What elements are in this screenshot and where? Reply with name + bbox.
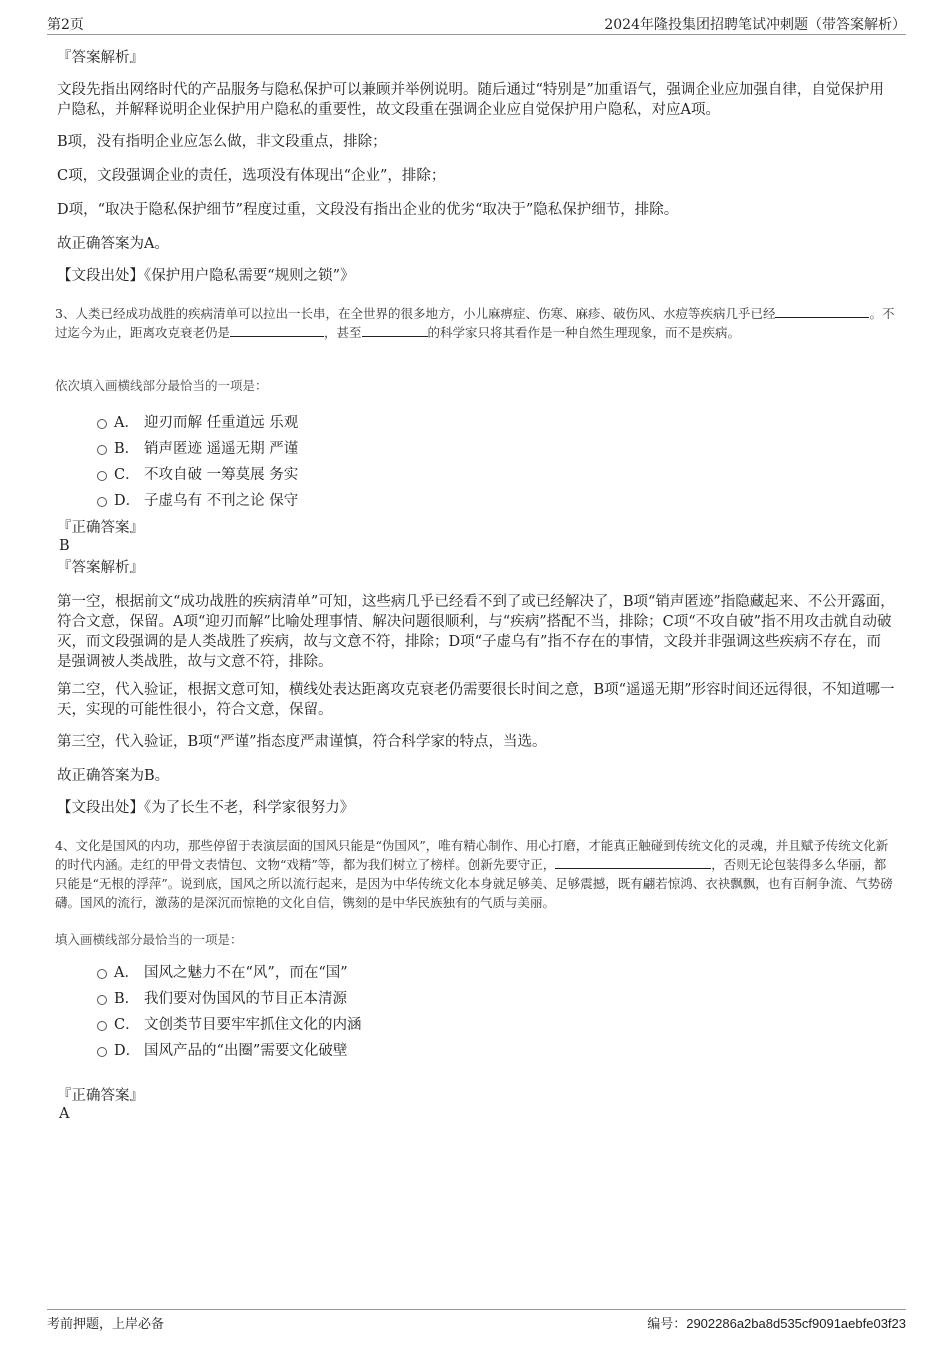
q2-conclusion: 故正确答案为A。 bbox=[57, 236, 169, 252]
q3-analysis-paragraph-1: 第一空，根据前文“成功战胜的疾病清单”可知，这些病几乎已经看不到了或已经解决了，B项“销声匿迹”指隐藏起来、不公开露面，符合文意，保留。A项“迎刃而解”比喻处理事情、解决问题很顺利，与“疾病”搭配不当，排除；C项“不攻自破”指不用攻击就自动破灭，而文段强调的是人类战胜了疾病，故与文意不符，排除；D项“子虚乌有”指不存在的事情，文段并非强调这些疾病不存在，而是强调被人类战胜，故与文意不符，排除。 bbox=[57, 594, 895, 670]
option-text: 国风之魅力不在“风”，而在“国” bbox=[144, 965, 348, 981]
q3-blank-2 bbox=[230, 323, 324, 337]
q3-option-d[interactable] bbox=[97, 491, 298, 511]
option-text: 我们要对伪国风的节目正本清源 bbox=[144, 991, 347, 1007]
radio-icon[interactable] bbox=[97, 471, 107, 481]
q2-analysis-paragraph-2: B项，没有指明企业应怎么做，非文段重点，排除； bbox=[57, 134, 387, 150]
radio-icon[interactable] bbox=[97, 445, 107, 455]
option-text: 迎刃而解 任重道远 乐观 bbox=[144, 415, 299, 431]
header-divider bbox=[47, 34, 906, 35]
q3-correct-answer: B bbox=[59, 538, 70, 554]
q4-stem bbox=[55, 836, 897, 912]
q4-option-c[interactable] bbox=[97, 1015, 362, 1035]
footer-slogan: 考前押题，上岸必备 bbox=[47, 1317, 165, 1332]
radio-icon[interactable] bbox=[97, 1021, 107, 1031]
q3-option-b[interactable] bbox=[97, 439, 298, 459]
option-text: 文创类节目要牢牢抓住文化的内涵 bbox=[144, 1017, 362, 1033]
q2-analysis-paragraph-1: 文段先指出网络时代的产品服务与隐私保护可以兼顾并举例说明。随后通过“特别是”加重语气，强调企业应加强自律，自觉保护用户隐私，并解释说明企业保护用户隐私的重要性，故文段重在强调企业应自觉保护用户隐私，对应A项。 bbox=[57, 82, 884, 118]
q4-correct-heading: 『正确答案』 bbox=[57, 1088, 144, 1104]
option-letter: B． bbox=[114, 991, 140, 1007]
document-code bbox=[647, 1313, 906, 1332]
q2-analysis-heading: 『答案解析』 bbox=[57, 50, 144, 66]
q4-correct-answer: A bbox=[59, 1106, 70, 1122]
document-title: 2024年隆投集团招聘笔试冲刺题（带答案解析） bbox=[604, 17, 906, 33]
q3-stem-part-2: 。不过迄今为止，距离攻克衰老仍是 bbox=[55, 306, 895, 340]
q3-source: 【文段出处】《为了长生不老，科学家很努力》 bbox=[57, 800, 355, 816]
option-text: 国风产品的“出圈”需要文化破壁 bbox=[144, 1043, 348, 1059]
q4-blank bbox=[555, 855, 711, 869]
q4-option-b[interactable] bbox=[97, 989, 347, 1009]
option-letter: D． bbox=[114, 493, 141, 509]
option-letter: D． bbox=[114, 1043, 141, 1059]
q3-instruction: 依次填入画横线部分最恰当的一项是： bbox=[55, 378, 268, 393]
q3-stem bbox=[55, 304, 897, 342]
q3-analysis-paragraph-2: 第二空，代入验证，根据文意可知，横线处表达距离攻克衰老仍需要很长时间之意，B项“遥遥无期”形容时间还远得很，不知道哪一天，实现的可能性很小，符合文意，保留。 bbox=[57, 682, 895, 718]
option-letter: C． bbox=[114, 1017, 140, 1033]
q2-analysis-paragraph-3: C项，文段强调企业的责任，选项没有体现出“企业”，排除； bbox=[57, 168, 446, 184]
q4-option-a[interactable] bbox=[97, 963, 348, 983]
radio-icon[interactable] bbox=[97, 995, 107, 1005]
option-letter: A． bbox=[114, 415, 139, 431]
q3-blank-3 bbox=[362, 323, 428, 337]
q3-blank-1 bbox=[775, 304, 869, 318]
q3-stem-part-3: ，甚至 bbox=[324, 325, 362, 340]
q4-instruction: 填入画横线部分最恰当的一项是： bbox=[55, 932, 243, 947]
option-text: 不攻自破 一筹莫展 务实 bbox=[144, 467, 299, 483]
q3-option-a[interactable] bbox=[97, 413, 298, 433]
q3-conclusion: 故正确答案为B。 bbox=[57, 768, 170, 784]
code-value: 2902286a2ba8d535cf9091aebfe03f23 bbox=[686, 1316, 906, 1331]
option-text: 子虚乌有 不刊之论 保守 bbox=[144, 493, 299, 509]
option-text: 销声匿迹 遥遥无期 严谨 bbox=[144, 441, 299, 457]
q2-analysis-paragraph-4: D项，“取决于隐私保护细节”程度过重，文段没有指出企业的优劣“取决于”隐私保护细节，排除。 bbox=[57, 202, 679, 218]
radio-icon[interactable] bbox=[97, 1047, 107, 1057]
footer-divider bbox=[47, 1309, 906, 1310]
radio-icon[interactable] bbox=[97, 497, 107, 507]
q3-analysis-paragraph-3: 第三空，代入验证，B项“严谨”指态度严肃谨慎，符合科学家的特点，当选。 bbox=[57, 734, 547, 750]
option-letter: B． bbox=[114, 441, 140, 457]
q3-stem-part-4: 的科学家只将其看作是一种自然生理现象，而不是疾病。 bbox=[427, 325, 741, 340]
q3-option-c[interactable] bbox=[97, 465, 298, 485]
page-number: 第2页 bbox=[47, 17, 84, 33]
radio-icon[interactable] bbox=[97, 969, 107, 979]
q3-correct-heading: 『正确答案』 bbox=[57, 520, 144, 536]
option-letter: A． bbox=[114, 965, 139, 981]
q2-source: 【文段出处】《保护用户隐私需要“规则之锁”》 bbox=[57, 268, 355, 284]
radio-icon[interactable] bbox=[97, 419, 107, 429]
q3-analysis-heading: 『答案解析』 bbox=[57, 560, 144, 576]
q4-option-d[interactable] bbox=[97, 1041, 347, 1061]
code-label: 编号： bbox=[647, 1317, 687, 1332]
option-letter: C． bbox=[114, 467, 140, 483]
q3-stem-part-1: 3、人类已经成功战胜的疾病清单可以拉出一长串，在全世界的很多地方，小儿麻痹症、伤寒、麻疹、破伤风、水痘等疾病几乎已经 bbox=[55, 306, 776, 321]
q4-stem-part-2: ，否则无论包装得多么华丽，都只能是“无根的浮萍”。说到底，国风之所以流行起来，是因为中华传统文化本身就足够美、足够震撼，既有翩若惊鸿、衣袂飘飘，也有百舸争流、气势磅礴。国风的流行，激荡的是深沉而惊艳的文化自信，镌刻的是中华民族独有的气质与美丽。 bbox=[55, 857, 893, 910]
q4-stem-part-1: 4、文化是国风的内功，那些停留于表演层面的国风只能是“伪国风”，唯有精心制作、用心打磨，才能真正触碰到传统文化的灵魂，并且赋予传统文化新的时代内涵。走红的甲骨文表情包、文物“戏精”等，都为我们树立了榜样。创新先要守正， bbox=[55, 838, 889, 872]
